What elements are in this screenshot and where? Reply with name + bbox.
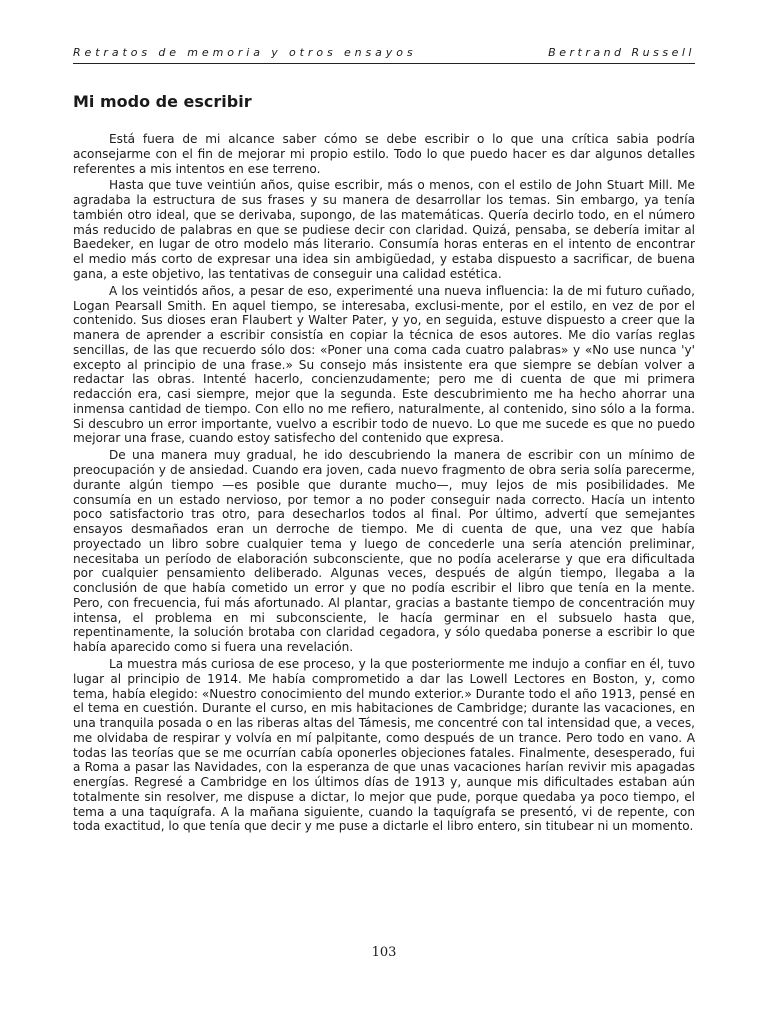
paragraph-2: Hasta que tuve veintiún años, quise escribir, más o menos, con el estilo de John Stuart Mill. Me agradaba la estructura de sus frases y su manera de desarrollar los temas. Sin embargo, ya tenía también otro ideal, que se derivaba, supongo, de las matemáticas. Quería decirlo todo, en el número más reducido de palabras en que se pudiese decir con claridad. Quizá, pensaba, se debería imitar al Baedeker, en lugar de otro modelo más literario. Consumía horas enteras en el intento de encontrar el medio más corto de expresar una idea sin ambigüedad, y estaba dispuesto a sacrificar, de buena gana, a este objetivo, las tentativas de conseguir una calidad estética. (73, 178, 695, 281)
author-name: Bertrand Russell (548, 46, 695, 59)
paragraph-1: Está fuera de mi alcance saber cómo se debe escribir o lo que una crítica sabia podría aconsejarme con el fin de mejorar mi propio estilo. Todo lo que puedo hacer es dar algunos detalles referentes a mis intentos en ese terreno. (73, 132, 695, 176)
book-title: Retratos de memoria y otros ensayos (73, 46, 417, 59)
running-header (73, 45, 695, 64)
paragraph-4: De una manera muy gradual, he ido descubriendo la manera de escribir con un mínimo de preocupación y de ansiedad. Cuando era joven, cada nuevo fragmento de obra seria solía parecerme, durante algún tiempo —es posible que durante mucho—, muy lejos de mis posibilidades. Me consumía en un estado nervioso, por temor a no poder conseguir nada correcto. Hacía un intento poco satisfactorio tras otro, para desecharlos todos al final. Por último, advertí que semejantes ensayos desmañados eran un derroche de tiempo. Me di cuenta de que, una vez que había proyectado un libro sobre cualquier tema y luego de concederle una sería atención preliminar, necesitaba un período de elaboración subconsciente, que no podía acelerarse y que era dificultada por cualquier pensamiento deliberado. Algunas veces, después de algún tiempo, llegaba a la conclusión de que había cometido un error y que no podía escribir el libro que tenía en la mente. Pero, con frecuencia, fui más afortunado. Al plantar, gracias a bastante tiempo de concentración muy intensa, el problema en mi subconsciente, le hacía germinar en el subsuelo hasta que, repentinamente, la solución brotaba con claridad cegadora, y sólo quedaba ponerse a escribir lo que había aparecido como si fuera una revelación. (73, 448, 695, 655)
body-text (73, 132, 695, 836)
chapter-title: Mi modo de escribir (73, 92, 252, 111)
paragraph-5: La muestra más curiosa de ese proceso, y la que posteriormente me indujo a confiar en él, tuvo lugar al principio de 1914. Me había comprometido a dar las Lowell Lectores en Boston, y, como tema, había elegido: «Nuestro conocimiento del mundo exterior.» Durante todo el año 1913, pensé en el tema en cuestión. Durante el curso, en mis habitaciones de Cambridge; durante las vacaciones, en una tranquila posada o en las riberas altas del Támesis, me concentré con tal intensidad que, a veces, me olvidaba de respirar y volvía en mí palpitante, como después de un trance. Pero todo en vano. A todas las teorías que se me ocurrían cabía oponerles objeciones fatales. Finalmente, desesperado, fui a Roma a pasar las Navidades, con la esperanza de que unas vacaciones harían revivir mis apagadas energías. Regresé a Cambridge en los últimos días de 1913 y, aunque mis dificultades estaban aún totalmente sin resolver, me dispuse a dictar, lo mejor que pude, porque quedaba ya poco tiempo, el tema a una taquígrafa. A la mañana siguiente, cuando la taquígrafa se presentó, vi de repente, con toda exactitud, lo que tenía que decir y me puse a dictarle el libro entero, sin titubear ni un momento. (73, 657, 695, 834)
page-number: 103 (371, 945, 397, 960)
paragraph-3: A los veintidós años, a pesar de eso, experimenté una nueva influencia: la de mi futuro cuñado, Logan Pearsall Smith. En aquel tiempo, se interesaba, exclusi-mente, por el estilo, en vez de por el contenido. Sus dioses eran Flaubert y Walter Pater, y yo, en seguida, estuve dispuesto a creer que la manera de aprender a escribir consistía en copiar la técnica de esos autores. Me dio varías reglas sencillas, de las que recuerdo sólo dos: «Poner una coma cada cuatro palabras» y «No use nunca 'y' excepto al principio de una frase.» Su consejo más insistente era que siempre se debían volver a redactar las obras. Intenté hacerlo, concienzudamente; pero me di cuenta de que mi primera redacción era, casi siempre, mejor que la segunda. Este descubrimiento me ha hecho ahorrar una inmensa cantidad de tiempo. Con ello no me refiero, naturalmente, al contenido, sino sólo a la forma. Si descubro un error importante, vuelvo a escribir todo de nuevo. Lo que me sucede es que no puedo mejorar una frase, cuando estoy satisfecho del contenido que expresa. (73, 283, 695, 446)
